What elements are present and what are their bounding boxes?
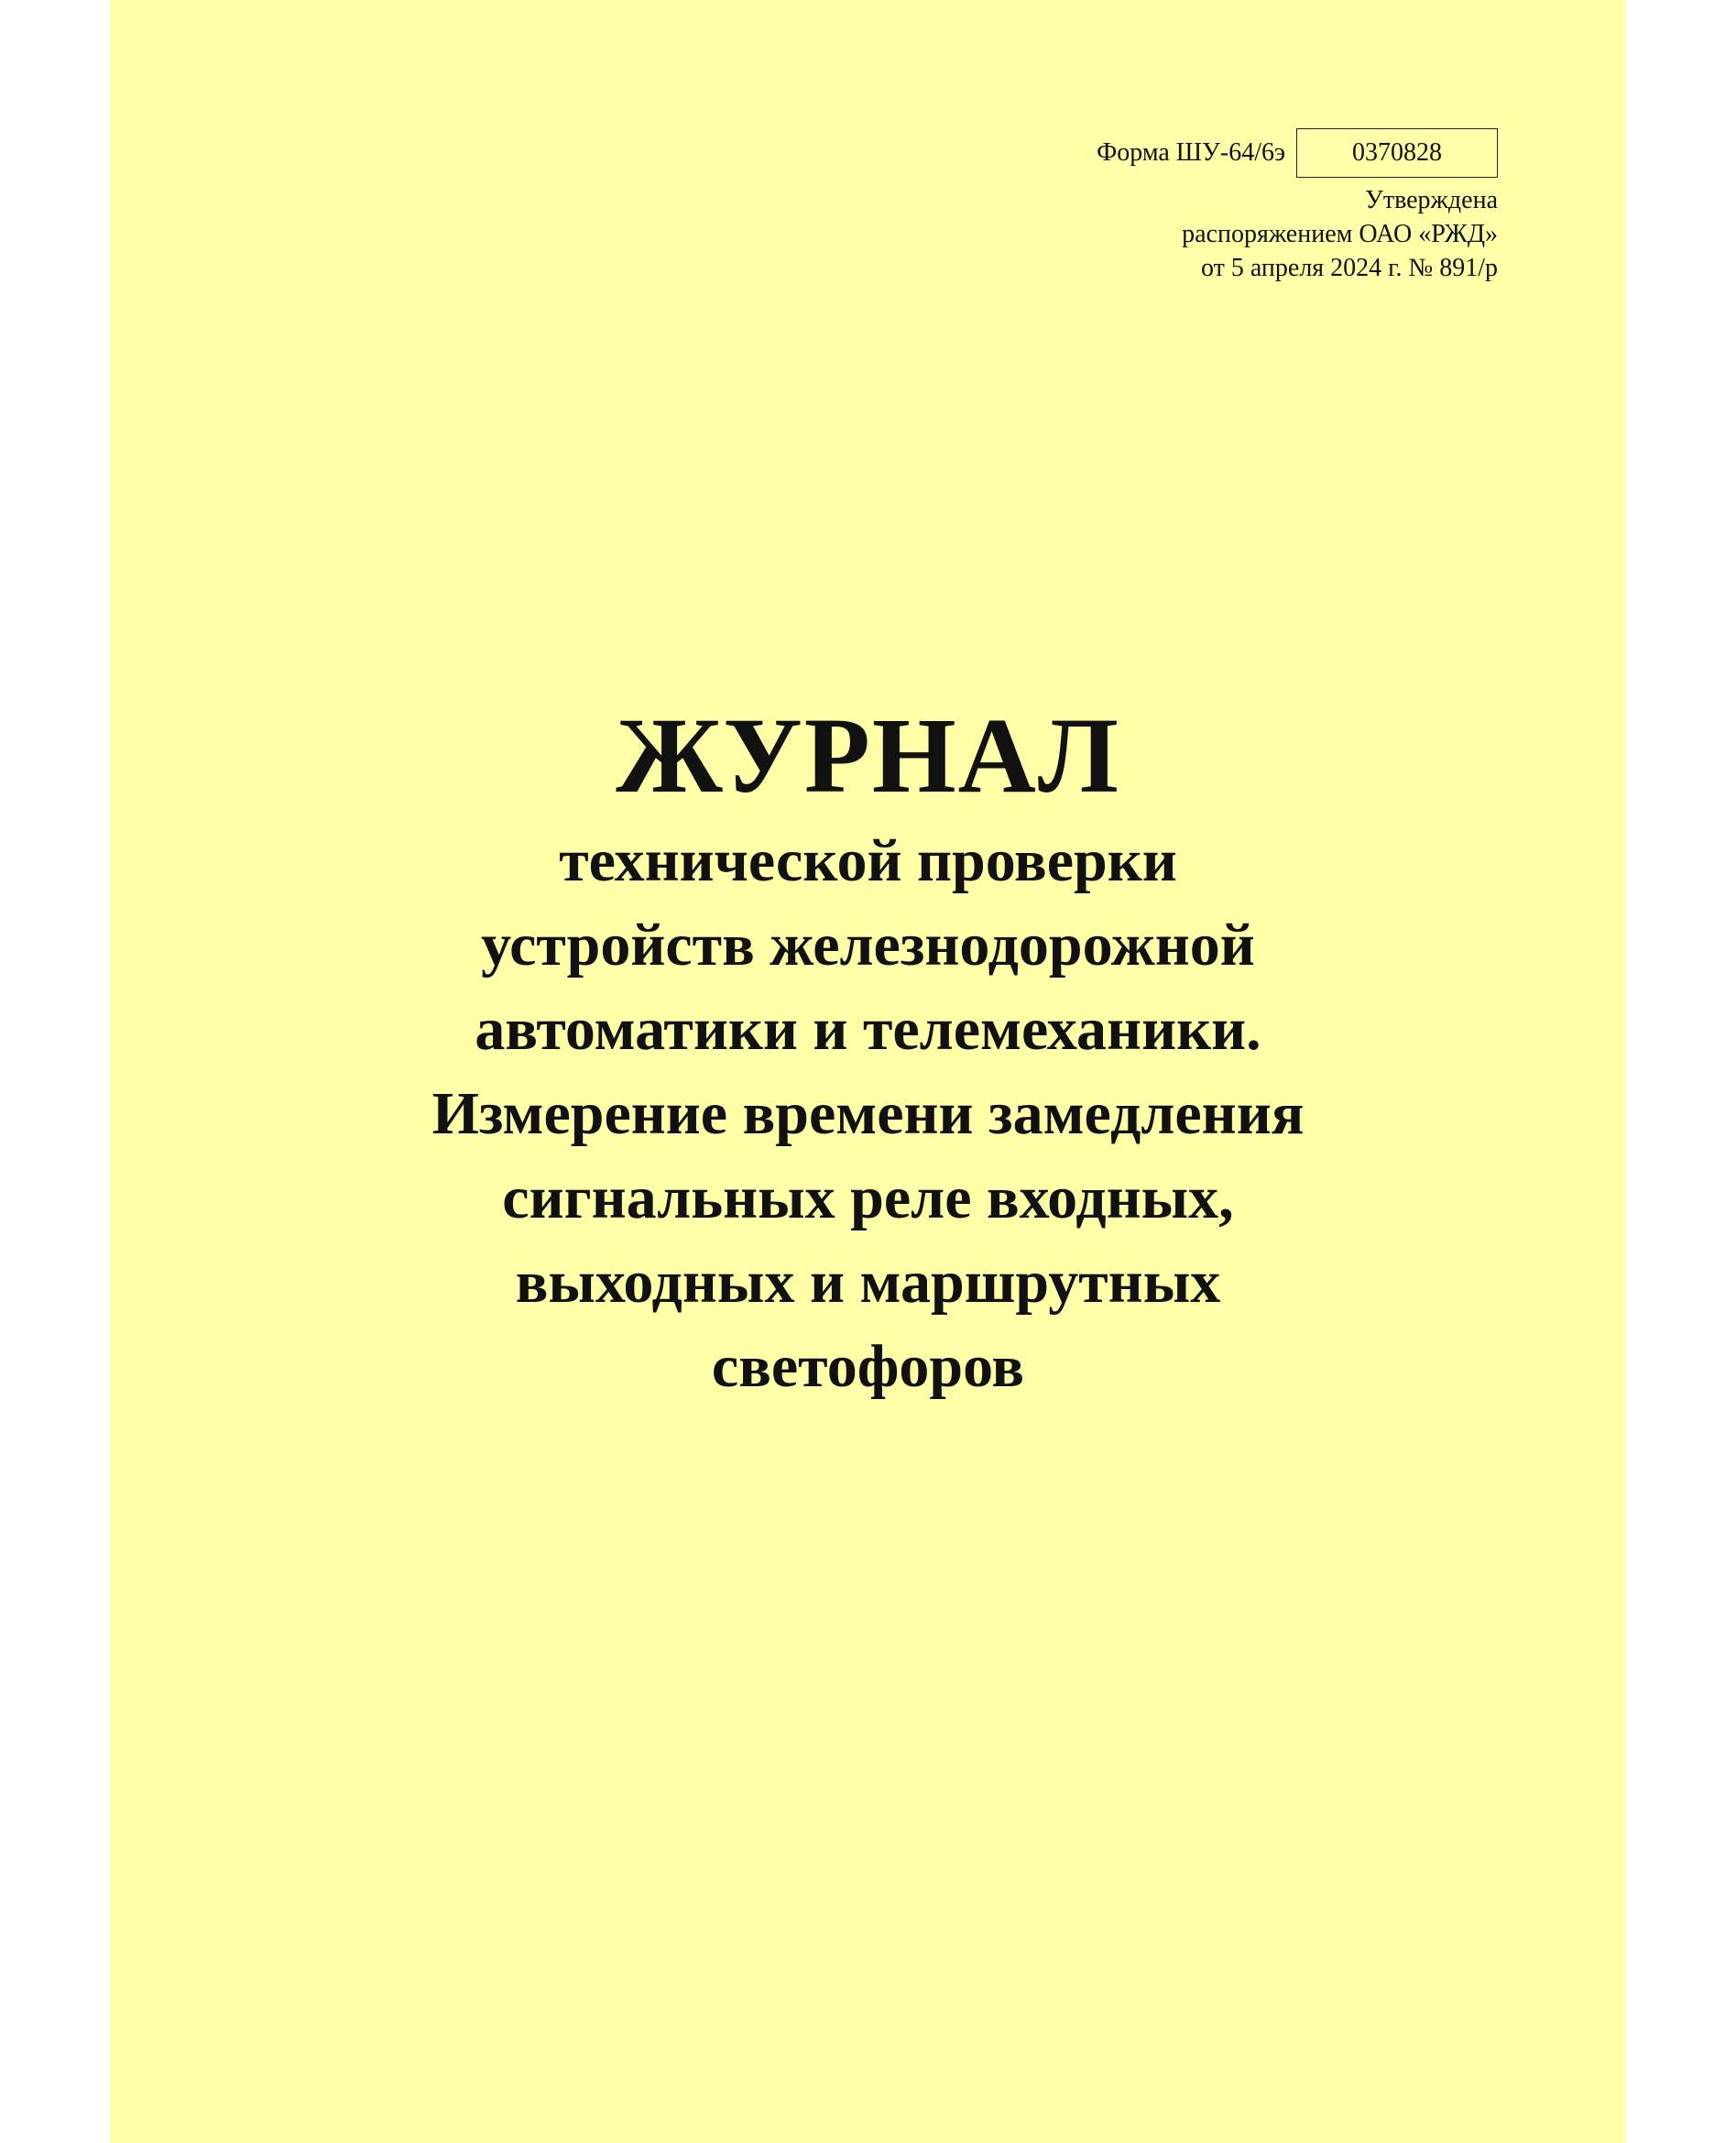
form-label: Форма ШУ-64/6э	[1097, 138, 1285, 167]
approval-line-1: Утверждена	[1365, 186, 1498, 214]
subtitle-line: устройств железнодорожной	[481, 912, 1255, 979]
approval-line-3: от 5 апреля 2024 г. № 891/р	[1200, 254, 1498, 282]
subtitle-line: технической проверки	[559, 827, 1177, 894]
form-designation	[1097, 128, 1498, 178]
journal-cover	[110, 0, 1626, 2143]
form-number-box: 0370828	[1296, 128, 1498, 178]
journal-title: ЖУРНАЛ	[616, 695, 1120, 815]
subtitle-line: сигнальных реле входных,	[502, 1164, 1234, 1231]
subtitle-line: автоматики и телемеханики.	[475, 996, 1261, 1063]
approval-note	[1182, 183, 1498, 285]
journal-subtitle	[110, 819, 1626, 1409]
subtitle-line: выходных и маршрутных	[515, 1249, 1221, 1316]
subtitle-line: Измерение времени замедления	[431, 1080, 1305, 1147]
subtitle-line: светофоров	[711, 1333, 1025, 1400]
approval-line-2: распоряжением ОАО «РЖД»	[1182, 220, 1498, 248]
title-block	[110, 696, 1626, 1409]
